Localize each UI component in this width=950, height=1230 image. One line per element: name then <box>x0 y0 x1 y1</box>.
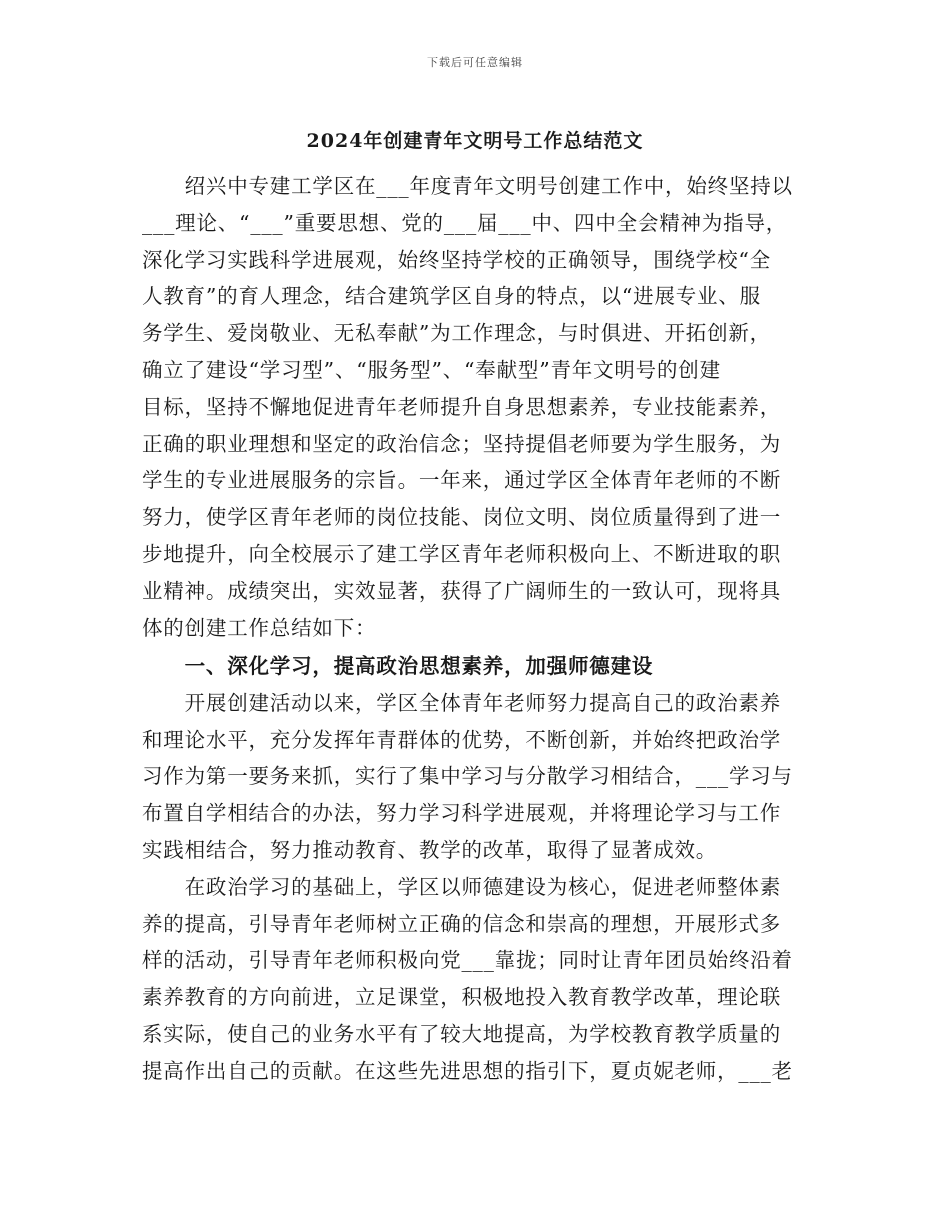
text-line: 人教育”的育人理念，结合建筑学区自身的特点，以“进展专业、服 <box>142 284 761 309</box>
text-line: 体的创建工作总结如下： <box>142 615 377 640</box>
text-line: 学生的专业进展服务的宗旨。一年来，通过学区全体青年老师的不断 <box>142 468 781 493</box>
text-line: 素养教育的方向前进，立足课堂，积极地投入教育教学改革，理论联 <box>142 985 781 1010</box>
text-line: 系实际，使自己的业务水平有了较大地提高，为学校教育教学质量的 <box>142 1021 781 1046</box>
text-line: 绍兴中专建工学区在___年度青年文明号创建工作中，始终坚持以 <box>142 174 793 198</box>
document-title: 2024年创建青年文明号工作总结范文 <box>306 130 644 152</box>
text-line: ___理论、“___”重要思想、党的___届___中、四中全会精神为指导， <box>142 210 788 235</box>
text-line: 样的活动，引导青年老师积极向党___靠拢；同时让青年团员始终沿着 <box>142 948 793 973</box>
section-heading: 一、深化学习，提高政治思想素养，加强师德建设 <box>142 654 654 678</box>
text-line: 业精神。成绩突出，实效显著，获得了广阔师生的一致认可，现将具 <box>142 578 781 603</box>
text-line: 深化学习实践科学进展观，始终坚持学校的正确领导，围绕学校“全 <box>142 247 771 272</box>
text-line: 正确的职业理想和坚定的政治信念；坚持提倡老师要为学生服务，为 <box>142 431 781 456</box>
text-line: 在政治学习的基础上，学区以师德建设为核心，促进老师整体素 <box>142 874 781 899</box>
text-line: 养的提高，引导青年老师树立正确的信念和崇高的理想，开展形式多 <box>142 911 781 936</box>
intro-paragraph <box>142 168 810 646</box>
text-line: 开展创建活动以来，学区全体青年老师努力提高自己的政治素养 <box>142 690 781 715</box>
text-line: 习作为第一要务来抓，实行了集中学习与分散学习相结合，___学习与 <box>142 764 793 789</box>
section-1 <box>142 648 810 1090</box>
header-note: 下载后可任意编辑 <box>427 56 523 69</box>
text-line: 和理论水平，充分发挥年青群体的优势，不断创新，并始终把政治学 <box>142 727 781 752</box>
text-line: 努力，使学区青年老师的岗位技能、岗位文明、岗位质量得到了进一 <box>142 505 781 530</box>
text-line: 提高作出自己的贡献。在这些先进思想的指引下，夏贞妮老师，___老 <box>142 1058 793 1083</box>
text-line: 步地提升，向全校展示了建工学区青年老师积极向上、不断进取的职 <box>142 541 781 566</box>
text-line: 布置自学相结合的办法，努力学习科学进展观，并将理论学习与工作 <box>142 801 781 826</box>
text-line: 确立了建设“学习型”、“服务型”、“奉献型”青年文明号的创建 <box>142 357 721 382</box>
text-line: 务学生、爱岗敬业、无私奉献”为工作理念，与时俱进、开拓创新， <box>142 321 771 346</box>
text-line: 实践相结合，努力推动教育、教学的改革，取得了显著成效。 <box>142 837 718 862</box>
text-line: 目标，坚持不懈地促进青年老师提升自身思想素养，专业技能素养， <box>142 394 781 419</box>
